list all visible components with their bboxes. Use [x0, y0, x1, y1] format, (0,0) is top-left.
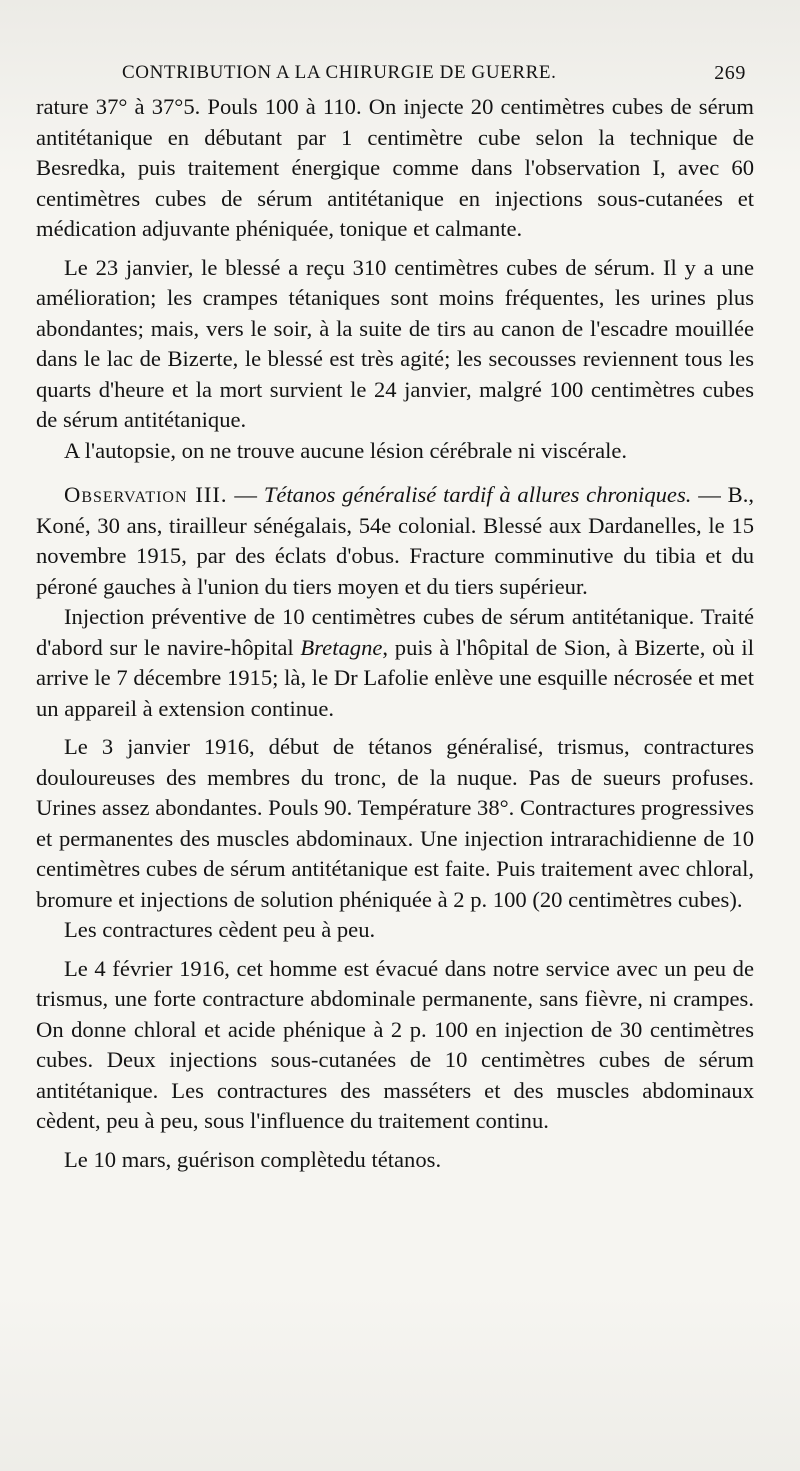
- paragraph-jan-23: Le 23 janvier, le blessé a reçu 310 centimètres cubes de sérum. Il y a une amélioration; les crampes tétaniques sont moins fréquentes, les urines plus abondantes; mais, vers le soir, à la suite de tirs au canon de l'escadre mouillée dans le lac de Bizerte, le blessé est très agité; les secousses reviennent tous les quarts d'heure et la mort survient le 24 janvier, malgré 100 centimètres cubes de sérum antitétanique.: [36, 254, 754, 432]
- running-head: CONTRIBUTION A LA CHIRURGIE DE GUERRE.: [122, 62, 557, 83]
- paragraph-autopsy: A l'autopsie, on ne trouve aucune lésion cérébrale ni viscérale.: [64, 437, 628, 463]
- paragraph-jan-3: Le 3 janvier 1916, début de tétanos généralisé, trismus, contractures douloureuses des membres du tronc, de la nuque. Pas de sueurs profuses. Urines assez abondantes. Pouls 90. Température 38°. Contractures progressives et permanentes des muscles abdominaux. Une injection intrarachidienne de 10 centimètres cubes de sérum antitétanique est faite. Puis traitement avec chloral, bromure et injections de solution phéniquée à 2 p. 100 (20 centimètres cubes).: [36, 734, 754, 912]
- body-text: [36, 92, 754, 1175]
- paragraph-feb-4: Le 4 février 1916, cet homme est évacué dans notre service avec un peu de trismus, une forte contracture abdominale permanente, sans fièvre, ni crampes. On donne chloral et acide phénique à 2 p. 100 en injection de 30 centimètres cubes. Deux injections sous-cutanées de 10 centimètres cubes de sérum antitétanique. Les contractures des masséters et des muscles abdominaux cèdent, peu à peu, sous l'influence du traitement continu.: [36, 955, 754, 1133]
- observation-title: Tétanos généralisé tardif à allures chroniques.: [263, 482, 692, 507]
- preventive-injection-text-b: , puis à l'hôpital de Sion, à Bizerte, où il arrive le 7 décembre 1915; là, le Dr Lafolie enlève une esquille nécrosée et met un appareil à extension continue.: [36, 634, 754, 721]
- observation-description: — B., Koné, 30 ans, tirailleur sénégalais, 54e colonial. Blessé aux Dardanelles, le 15 novembre 1915, par des éclats d'obus. Fracture comminutive du tibia et du péroné gauches à l'union du tiers moyen et du tiers supérieur.: [36, 482, 754, 599]
- preventive-injection-text-a: Injection préventive de 10 centimètres cubes de sérum antitétanique. Traité d'abord sur le navire-hôpital: [36, 604, 754, 660]
- ship-name: Bretagne: [300, 634, 383, 660]
- page-number: 269: [714, 62, 746, 84]
- paragraph-march-10: Le 10 mars, guérison complètedu tétanos.: [64, 1146, 442, 1172]
- observation-dash: —: [227, 482, 264, 507]
- page-header: [36, 48, 754, 92]
- observation-label: Observation III.: [64, 482, 228, 507]
- paragraph-preventive-injection: [36, 602, 754, 724]
- paragraph-continuation: rature 37° à 37°5. Pouls 100 à 110. On injecte 20 centimètres cubes de sérum antitétanique en débutant par 1 centimètre cube selon la technique de Besredka, puis traitement énergique comme dans l'observation I, avec 60 centimètres cubes de sérum antitétanique en injections sous-cutanées et médication adjuvante phéniquée, tonique et calmante.: [36, 94, 754, 241]
- paragraph-contractures: Les contractures cèdent peu à peu.: [64, 917, 376, 942]
- observation-iii-paragraph: [36, 480, 754, 602]
